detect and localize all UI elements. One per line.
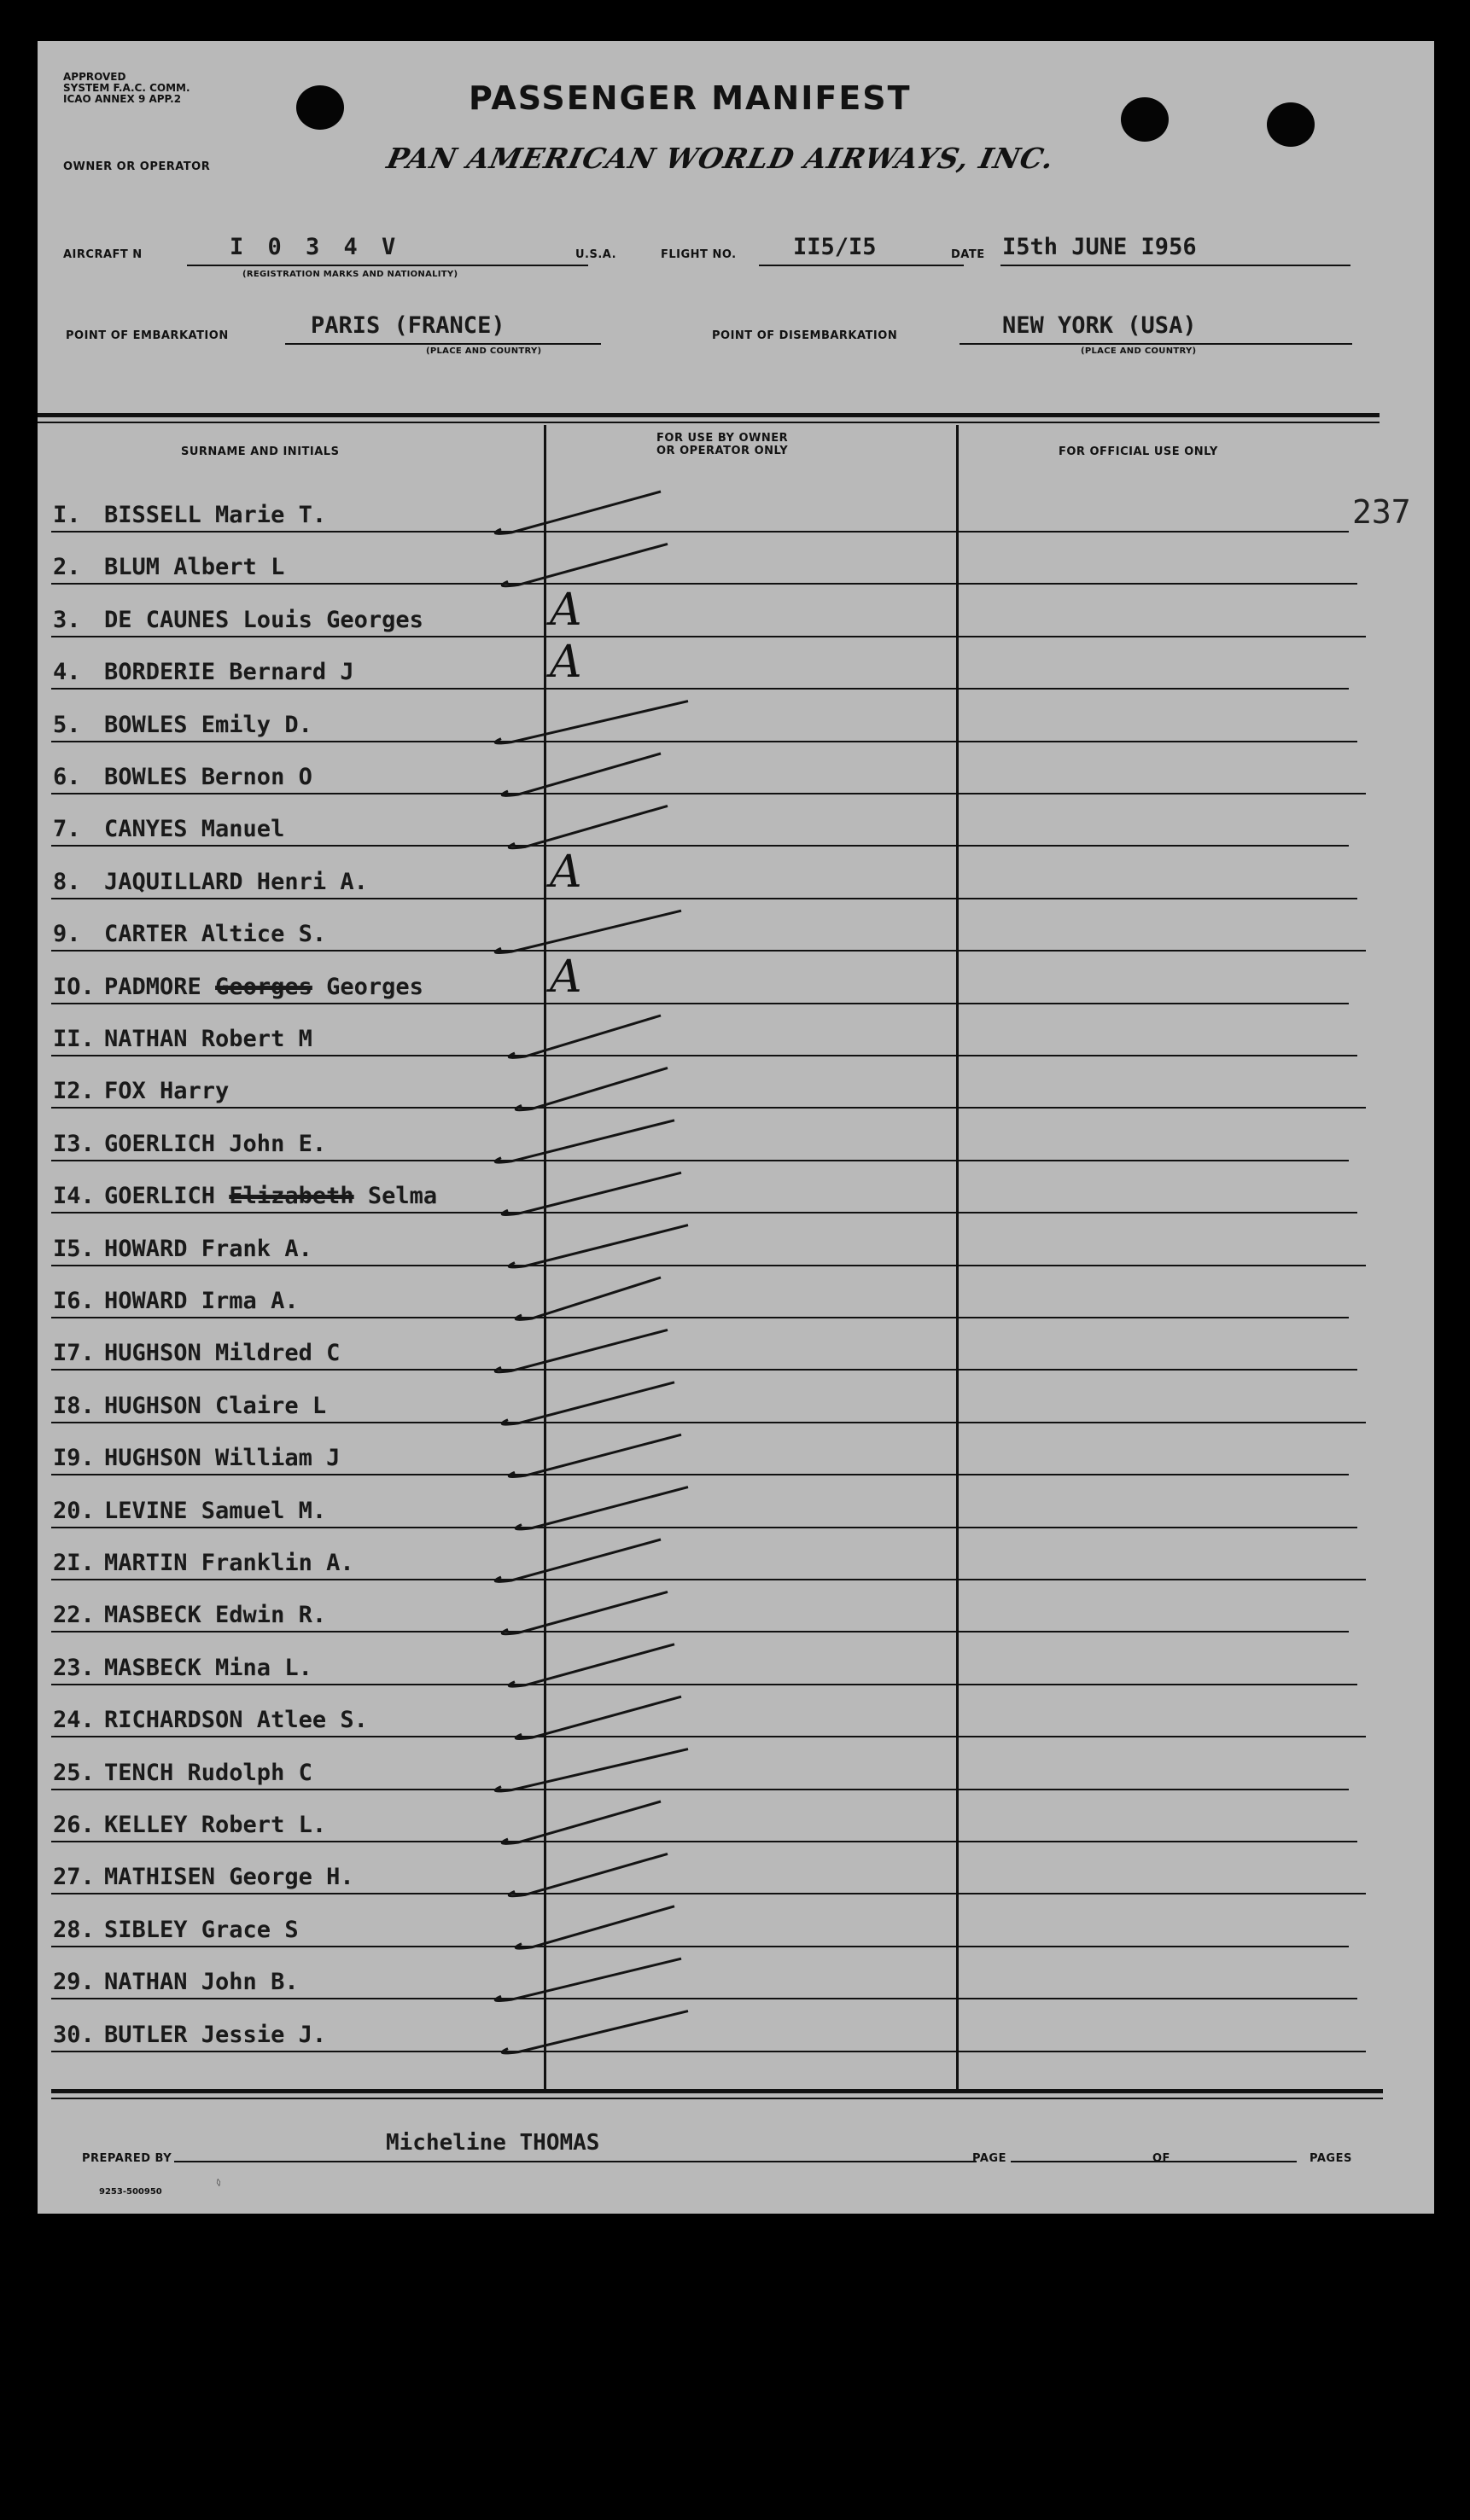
passenger-number: I8.	[53, 1392, 95, 1419]
passenger-name: HOWARD Irma A.	[104, 1288, 299, 1314]
passenger-name: GOERLICH	[104, 1183, 216, 1210]
handwritten-mark: A	[550, 584, 582, 636]
passenger-number: 2I.	[53, 1550, 95, 1576]
handwritten-mark: A	[550, 637, 582, 689]
check-mark	[509, 1435, 681, 1476]
check-mark	[495, 701, 688, 743]
owner-use-line: FOR USE BY OWNER	[656, 432, 789, 445]
check-mark	[516, 1487, 688, 1529]
prepared-by-label: PREPARED BY	[82, 2152, 172, 2165]
passenger-number: 29.	[53, 1969, 95, 1996]
passenger-name: MASBECK Mina L.	[104, 1654, 312, 1681]
disembarkation-label: POINT OF DISEMBARKATION	[712, 329, 898, 342]
column-header-surname: SURNAME AND INITIALS	[181, 445, 340, 458]
passenger-name: SIBLEY Grace S	[104, 1916, 299, 1943]
form-code: 9253-500950	[99, 2187, 162, 2197]
disembarkation-value: NEW YORK (USA)	[1002, 312, 1197, 339]
passenger-name: BOWLES Emily D.	[104, 711, 312, 738]
approval-line: APPROVED	[63, 71, 126, 83]
check-mark	[502, 1382, 674, 1424]
embarkation-label: POINT OF EMBARKATION	[66, 329, 229, 342]
page-label: PAGE	[972, 2152, 1006, 2165]
passenger-name: NATHAN John B.	[104, 1969, 299, 1996]
passenger-name: GOERLICH John E.	[104, 1130, 327, 1157]
check-mark	[502, 754, 661, 795]
passenger-number: 9.	[53, 921, 81, 948]
prepared-by-underline	[174, 2161, 977, 2162]
manifest-sheet	[38, 41, 1434, 2214]
check-mark	[509, 1225, 688, 1267]
passenger-name: PADMORE	[104, 973, 201, 1000]
passenger-name: RICHARDSON Atlee S.	[104, 1707, 368, 1734]
handwritten-mark: A	[550, 951, 582, 1003]
passenger-number: 8.	[53, 868, 81, 895]
aircraft-sublabel: (REGISTRATION MARKS AND NATIONALITY)	[242, 270, 458, 279]
passenger-name: MARTIN Franklin A.	[104, 1550, 354, 1576]
passenger-number: 3.	[53, 606, 81, 633]
passenger-name: BORDERIE Bernard J	[104, 659, 354, 686]
check-mark	[495, 1539, 661, 1581]
of-label: OF	[1152, 2152, 1170, 2165]
check-mark	[516, 1906, 674, 1948]
passenger-name: CANYES Manuel	[104, 816, 285, 843]
check-mark	[502, 1801, 661, 1843]
passenger-number: IO.	[53, 973, 95, 1000]
check-mark	[516, 1068, 668, 1109]
pages-label: PAGES	[1310, 2152, 1352, 2165]
passenger-name: HUGHSON William J	[104, 1445, 341, 1472]
nationality: U.S.A.	[575, 248, 617, 261]
passenger-number: I9.	[53, 1445, 95, 1472]
passenger-number: 6.	[53, 764, 81, 790]
disembarkation-sublabel: (PLACE AND COUNTRY)	[1081, 346, 1197, 356]
passenger-number: I7.	[53, 1340, 95, 1367]
passenger-number: 22.	[53, 1602, 95, 1629]
check-mark	[509, 1016, 661, 1057]
passenger-number: 28.	[53, 1916, 95, 1943]
check-mark	[495, 911, 681, 952]
passenger-name: BOWLES Bernon O	[104, 764, 312, 790]
passenger-number: 27.	[53, 1864, 95, 1891]
flight-label: FLIGHT NO.	[661, 248, 737, 261]
embarkation-value: PARIS (FRANCE)	[311, 312, 505, 339]
passenger-name: NATHAN Robert M	[104, 1026, 312, 1052]
passenger-number: 26.	[53, 1812, 95, 1838]
of-underline	[1177, 2161, 1297, 2162]
passenger-name: MATHISEN George H.	[104, 1864, 354, 1891]
check-mark	[502, 2011, 688, 2053]
check-mark	[502, 1173, 681, 1214]
check-mark	[509, 1644, 674, 1686]
page-number: 237	[1352, 493, 1411, 531]
table-bottom-rule	[51, 2089, 1383, 2093]
passenger-number: 25.	[53, 1759, 95, 1786]
passenger-number: I2.	[53, 1078, 95, 1105]
flight-number: II5/I5	[793, 234, 877, 260]
check-mark	[502, 1592, 668, 1633]
passenger-name: HOWARD Frank A.	[104, 1235, 312, 1262]
check-mark	[495, 1330, 668, 1371]
check-mark	[495, 1958, 681, 2000]
passenger-name: DE CAUNES Louis Georges	[104, 606, 423, 633]
passenger-name: BUTLER Jessie J.	[104, 2021, 327, 2048]
embarkation-sublabel: (PLACE AND COUNTRY)	[426, 346, 542, 356]
printer-mark: ◊	[215, 2178, 222, 2188]
check-mark	[502, 544, 668, 585]
handwritten-mark: A	[550, 846, 582, 898]
passenger-name: HUGHSON Claire L	[104, 1392, 327, 1419]
passenger-number: I.	[53, 502, 81, 528]
airline-name: PAN AMERICAN WORLD AIRWAYS, INC.	[383, 142, 1058, 175]
passenger-number: 4.	[53, 659, 81, 686]
owner-label: OWNER OR OPERATOR	[63, 160, 211, 173]
passenger-name-rest: Selma	[367, 1183, 438, 1210]
passenger-name: BISSELL Marie T.	[104, 502, 327, 528]
passenger-number: 20.	[53, 1497, 95, 1524]
approval-line: SYSTEM F.A.C. COMM.	[63, 82, 190, 94]
passenger-number: 23.	[53, 1654, 95, 1681]
passenger-name-rest: Georges	[326, 973, 423, 1000]
passenger-number: II.	[53, 1026, 95, 1052]
passenger-name: MASBECK Edwin R.	[104, 1602, 327, 1629]
owner-use-line: OR OPERATOR ONLY	[656, 445, 789, 457]
passenger-number: 30.	[53, 2021, 95, 2048]
check-mark	[509, 1854, 668, 1895]
date-label: DATE	[951, 248, 985, 261]
aircraft-label: AIRCRAFT N	[63, 248, 143, 261]
check-mark	[516, 1277, 661, 1319]
aircraft-registration: I 0 3 4 V	[230, 234, 401, 260]
check-mark	[495, 1749, 688, 1791]
passenger-name: BLUM Albert L	[104, 554, 285, 581]
passenger-number: 24.	[53, 1707, 95, 1734]
passenger-name: CARTER Altice S.	[104, 921, 327, 948]
passenger-number: 5.	[53, 711, 81, 738]
struck-name: Georges	[215, 973, 312, 1000]
passenger-name: TENCH Rudolph C	[104, 1759, 312, 1786]
flight-date: I5th JUNE I956	[1002, 234, 1197, 260]
passenger-name: JAQUILLARD Henri A.	[104, 868, 368, 895]
passenger-number: I5.	[53, 1235, 95, 1262]
passenger-name: LEVINE Samuel M.	[104, 1497, 327, 1524]
passenger-number: I4.	[53, 1183, 95, 1210]
page-title: PASSENGER MANIFEST	[469, 79, 912, 117]
check-mark	[495, 492, 661, 533]
check-mark	[495, 1120, 674, 1162]
check-marks	[38, 41, 1434, 2214]
passenger-name: FOX Harry	[104, 1078, 230, 1105]
check-mark	[509, 806, 668, 847]
column-header-official: FOR OFFICIAL USE ONLY	[1059, 445, 1218, 458]
struck-name: Elizabeth	[229, 1183, 354, 1210]
passenger-number: 2.	[53, 554, 81, 581]
prepared-by-value: Micheline THOMAS	[386, 2130, 600, 2156]
passenger-number: 7.	[53, 816, 81, 843]
passenger-name: KELLEY Robert L.	[104, 1812, 327, 1838]
table-bottom-rule	[51, 2098, 1383, 2099]
passenger-name: HUGHSON Mildred C	[104, 1340, 341, 1367]
check-mark	[516, 1696, 681, 1738]
passenger-number: I3.	[53, 1130, 95, 1157]
passenger-number: I6.	[53, 1288, 95, 1314]
approval-line: ICAO ANNEX 9 APP.2	[63, 93, 182, 105]
